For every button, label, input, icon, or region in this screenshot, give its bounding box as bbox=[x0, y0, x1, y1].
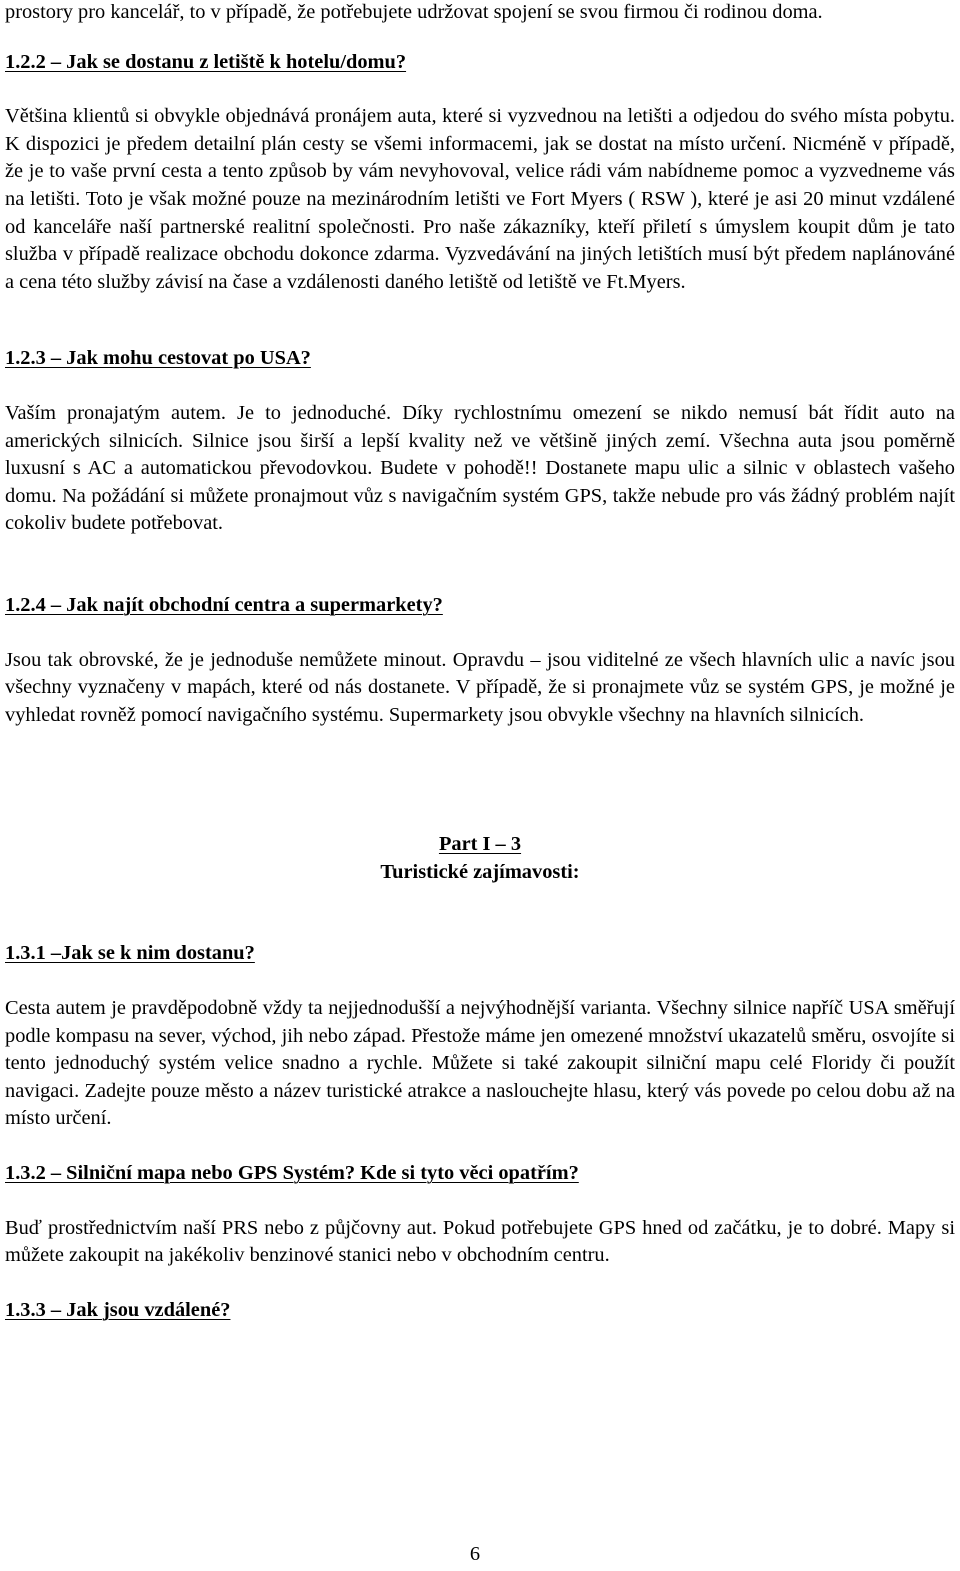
page-number: 6 bbox=[469, 1543, 481, 1565]
document-page bbox=[5, 0, 955, 1324]
part-subtitle: Turistické zajímavosti: bbox=[380, 860, 580, 883]
section-heading-1-2-2: 1.2.2 – Jak se dostanu z letiště k hotelu/domu? bbox=[5, 50, 407, 73]
section-heading-1-3-1: 1.3.1 –Jak se k nim dostanu? bbox=[5, 942, 255, 965]
section-heading-1-3-2: 1.3.2 – Silniční mapa nebo GPS Systém? Kde si tyto věci opatřím? bbox=[5, 1162, 579, 1185]
part-title: Part I – 3 bbox=[438, 833, 522, 856]
section-body-1-2-4: Jsou tak obrovské, že je jednoduše nemůžete minout. Opravdu – jsou viditelné ze všech hlavních ulic a navíc jsou všechny vyznačeny v mapách, které od nás dostanete. V případě, že si pronajmete vůz se systém GPS, je možné je vyhledat rovněž pomocí navigačního systému. Supermarkety jsou obvykle všechny na hlavních silnicích. bbox=[5, 648, 955, 726]
section-heading-1-3-3: 1.3.3 – Jak jsou vzdálené? bbox=[5, 1298, 231, 1321]
section-body-1-2-2: Většina klientů si obvykle objednává pronájem auta, které si vyzvednou na letišti a odjedou do svého místa pobytu. K dispozici je předem detailní plán cesty se všemi informacemi, jak se dostat na místo určení. Nicméně v případě, že je to vaše první cesta a tento způsob by vám nevyhovoval, velice rádi vám nabídneme pomoc a vyzvedneme vás na letišti. Toto je však možné pouze na mezinárodním letišti ve Fort Myers ( RSW ), které je asi 20 minut vzdálené od kanceláře naší partnerské realitní společnosti. Pro naše zákazníky, kteří přiletí s úmyslem koupit dům je tato služba v případě realizace obchodu dokonce zdarma. Vyzvedávání na jiných letištích musí být předem naplánováné a cena této služby závisí na čase a vzdálenosti daného letiště od letiště ve Ft.Myers. bbox=[5, 105, 955, 293]
intro-paragraph-end: prostory pro kancelář, to v případě, že potřebujete udržovat spojení se svou firmou či rodinou doma. bbox=[5, 1, 823, 23]
section-heading-1-2-3: 1.2.3 – Jak mohu cestovat po USA? bbox=[5, 347, 311, 370]
section-body-1-3-2: Buď prostřednictvím naší PRS nebo z půjčovny aut. Pokud potřebujete GPS hned od začátku, je to dobré. Mapy si můžete zakoupit na jakékoliv benzinové stanici nebo v obchodním centru. bbox=[5, 1216, 955, 1267]
section-body-1-3-1: Cesta autem je pravděpodobně vždy ta nejjednodušší a nejvýhodnější varianta. Všechny silnice napříč USA směřují podle kompasu na sever, východ, jih nebo západ. Přestože máme jen omezené množství ukazatelů směru, osvojíte si tento jednoduchý systém velice snadno a rychle. Můžete si také zakoupit silniční mapu celé Floridy či použít navigaci. Zadejte pouze město a název turistické atrakce a naslouchejte hlasu, který vás povede po celou dobu až na místo určení. bbox=[5, 997, 955, 1130]
section-heading-1-2-4: 1.2.4 – Jak najít obchodní centra a supermarkety? bbox=[5, 593, 443, 616]
section-body-1-2-3: Vaším pronajatým autem. Je to jednoduché. Díky rychlostnímu omezení se nikdo nemusí bát řídit auto na amerických silnicích. Silnice jsou širší a lepší kvality než ve většině jiných zemí. Všechna auta jsou poměrně luxusní s AC a automatickou převodovkou. Budete v pohodě!! Dostanete mapu ulic a silnic v oblastech vašeho domu. Na požádání si můžete pronajmout vůz s navigačním systém GPS, takže nebude pro vás žádný problém najít cokoliv budete potřebovat. bbox=[5, 401, 955, 535]
